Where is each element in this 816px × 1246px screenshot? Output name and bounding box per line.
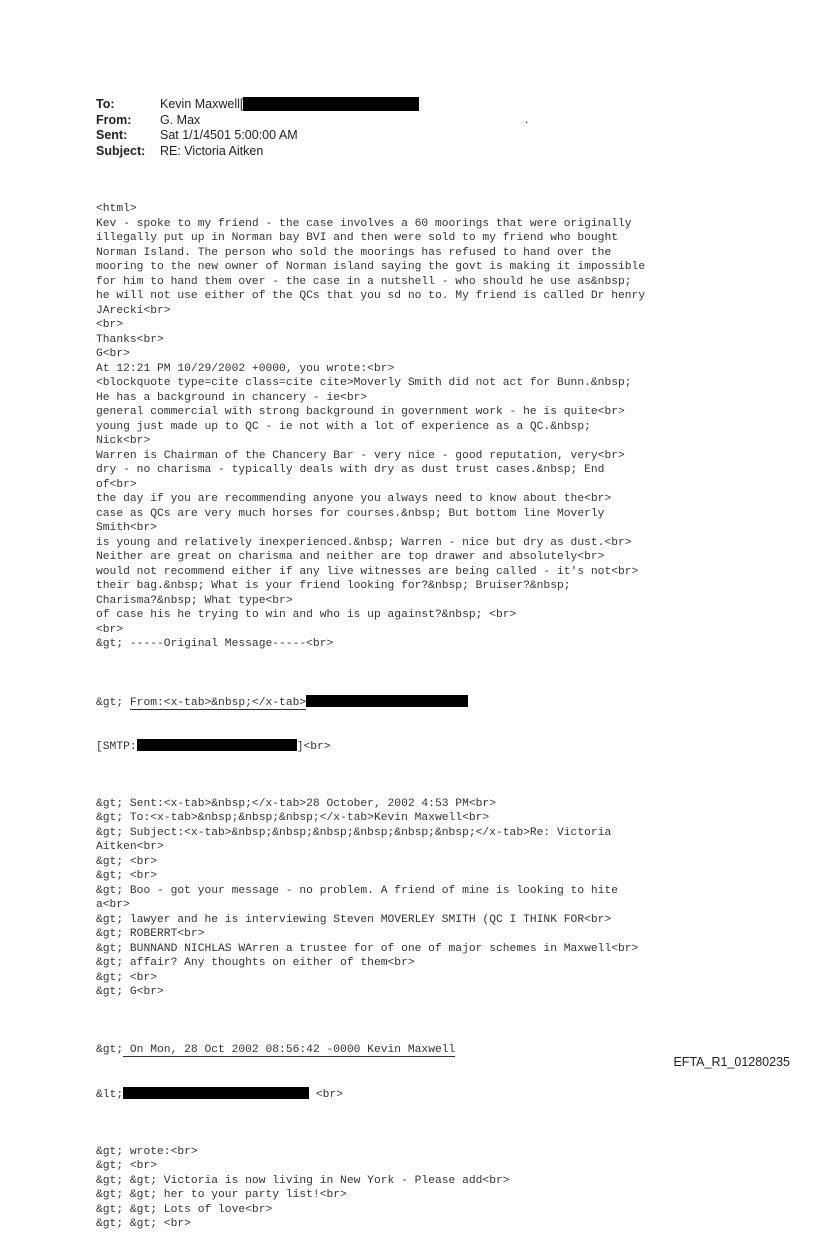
sent-value: Sat 1/1/4501 5:00:00 AM <box>160 128 298 142</box>
lt-suffix: <br> <box>309 1088 344 1101</box>
subject-value: RE: Victoria Aitken <box>160 143 264 158</box>
body-line: Neither are great on charisma and neither are top drawer and absolutely<br> <box>96 551 605 563</box>
body-line: Kev - spoke to my friend - the case involves a 60 moorings that were originally <box>96 217 632 230</box>
body-line: <html> <box>96 203 137 215</box>
body-line: &gt; &gt; Lots of love<br> <box>96 1203 273 1216</box>
body-line: &gt; -----Original Message-----<br> <box>96 638 334 650</box>
body-line: of<br> <box>96 478 137 491</box>
body-line: Thanks<br> <box>96 333 164 346</box>
body-line: general commercial with strong background in government work - he is quite<br> <box>96 406 625 418</box>
body-lines-part-2 <box>96 797 645 1000</box>
body-line: &gt; &gt; <br> <box>96 1218 191 1230</box>
body-line: He has a background in chancery - ie<br> <box>96 391 368 404</box>
body-line: Nick<br> <box>96 435 151 447</box>
to-row <box>96 97 419 113</box>
lt-line <box>96 1087 645 1102</box>
to-label: To: <box>96 97 115 111</box>
body-line: Charisma?&nbsp; What type<br> <box>96 594 293 607</box>
smtp-prefix: [SMTP: <box>96 740 137 753</box>
body-line: the day if you are recommending anyone you always need to know about the<br> <box>96 493 612 505</box>
body-line: &gt; G<br> <box>96 986 164 998</box>
on-mon-prefix: &gt; <box>96 1044 124 1056</box>
from-label: From: <box>96 112 132 127</box>
redaction-bar <box>137 739 297 751</box>
body-line: dry - no charisma - typically deals with dry as dust trust cases.&nbsp; End <box>96 464 605 476</box>
on-mon-line <box>96 1043 645 1058</box>
body-line: &gt; <br> <box>96 1160 158 1172</box>
body-line: &gt; <br> <box>96 971 158 984</box>
body-line: &gt; affair? Any thoughts on either of them<br> <box>96 957 415 969</box>
lt-prefix: &lt; <box>96 1088 124 1101</box>
body-line: &gt; wrote:<br> <box>96 1145 198 1158</box>
subject-label: Subject: <box>96 143 146 158</box>
body-line: G<br> <box>96 348 130 360</box>
body-line: &gt; <br> <box>96 855 158 868</box>
on-mon-text: On Mon, 28 Oct 2002 08:56:42 -0000 Kevin Maxwell <box>123 1044 456 1056</box>
body-line: young just made up to QC - ie not with a lot of experience as a QC.&nbsp; <box>96 420 591 433</box>
body-line: their bag.&nbsp; What is your friend looking for?&nbsp; Bruiser?&nbsp; <box>96 580 571 592</box>
from-line <box>96 695 645 710</box>
body-line: is young and relatively inexperienced.&nbsp; Warren - nice but dry as dust.<br> <box>96 536 632 549</box>
redaction-bar <box>123 1087 309 1099</box>
sent-label: Sent: <box>96 128 128 142</box>
body-line: mooring to the new owner of Norman island saying the govt is making it impossible <box>96 261 646 273</box>
body-line: Aitken<br> <box>96 841 164 853</box>
body-line: Norman Island. The person who sold the moorings has refused to hand over the <box>96 246 612 259</box>
body-line: case as QCs are very much horses for courses.&nbsp; But bottom line Moverly <box>96 507 605 520</box>
body-line: of case his he trying to win and who is up against?&nbsp; <br> <box>96 609 517 621</box>
body-line: &gt; Sent:<x-tab>&nbsp;</x-tab>28 October, 2002 4:53 PM<br> <box>96 797 496 810</box>
stray-mark: . <box>525 112 529 126</box>
body-line: <br> <box>96 319 124 331</box>
smtp-line <box>96 739 645 754</box>
body-line: <br> <box>96 623 124 636</box>
body-lines-part-1 <box>96 202 645 652</box>
body-line: &gt; BUNNAND NICHLAS WArren a trustee for of one of major schemes in Maxwell<br> <box>96 942 639 955</box>
body-line: &gt; Subject:<x-tab>&nbsp;&nbsp;&nbsp;&nbsp;&nbsp;&nbsp;</x-tab>Re: Victoria <box>96 826 612 839</box>
body-line: &gt; Boo - got your message - no problem. A friend of mine is looking to hite <box>96 884 619 897</box>
smtp-suffix: ]<br> <box>296 740 331 753</box>
body-line: &gt; &gt; her to your party list!<br> <box>96 1189 347 1201</box>
to-value: Kevin Maxwell[ <box>160 97 244 111</box>
document-id: EFTA_R1_01280235 <box>673 1055 790 1069</box>
from-line-text: From:<x-tab>&nbsp;</x-tab> <box>129 697 307 709</box>
body-line: illegally put up in Norman bay BVI and then were sold to my friend who bought <box>96 232 619 244</box>
body-line: Warren is Chairman of the Chancery Bar - very nice - good reputation, very<br> <box>96 449 625 462</box>
from-line-prefix: &gt; <box>96 697 130 709</box>
body-line: At 12:21 PM 10/29/2002 +0000, you wrote:<br> <box>96 362 395 375</box>
email-header <box>96 97 419 159</box>
from-value: G. Max <box>160 112 201 127</box>
body-line: &gt; lawyer and he is interviewing Steven MOVERLEY SMITH (QC I THINK FOR<br> <box>96 913 612 926</box>
body-line: would not recommend either if any live witnesses are being called - it's not<br> <box>96 565 639 578</box>
body-lines-part-3 <box>96 1145 645 1232</box>
sent-row <box>96 128 419 144</box>
body-line: &gt; <br> <box>96 870 158 882</box>
body-line: a<br> <box>96 899 130 911</box>
body-line: &gt; To:<x-tab>&nbsp;&nbsp;&nbsp;</x-tab>Kevin Maxwell<br> <box>96 812 490 824</box>
redaction-bar <box>243 97 419 111</box>
body-line: he will not use either of the QCs that you sd no to. My friend is called Dr henry <box>96 290 646 302</box>
subject-row <box>96 144 419 160</box>
body-line: Smith<br> <box>96 522 158 534</box>
redaction-bar <box>306 695 468 707</box>
body-line: for him to hand them over - the case in a nutshell - who should he use as&nbsp; <box>96 275 632 288</box>
body-line: &gt; &gt; Victoria is now living in New York - Please add<br> <box>96 1174 510 1187</box>
body-line: JArecki<br> <box>96 304 171 317</box>
from-row <box>96 113 419 129</box>
email-body <box>96 173 645 1246</box>
body-line: &gt; ROBERRT<br> <box>96 928 205 940</box>
body-line: <blockquote type=cite class=cite cite>Moverly Smith did not act for Bunn.&nbsp; <box>96 377 632 389</box>
